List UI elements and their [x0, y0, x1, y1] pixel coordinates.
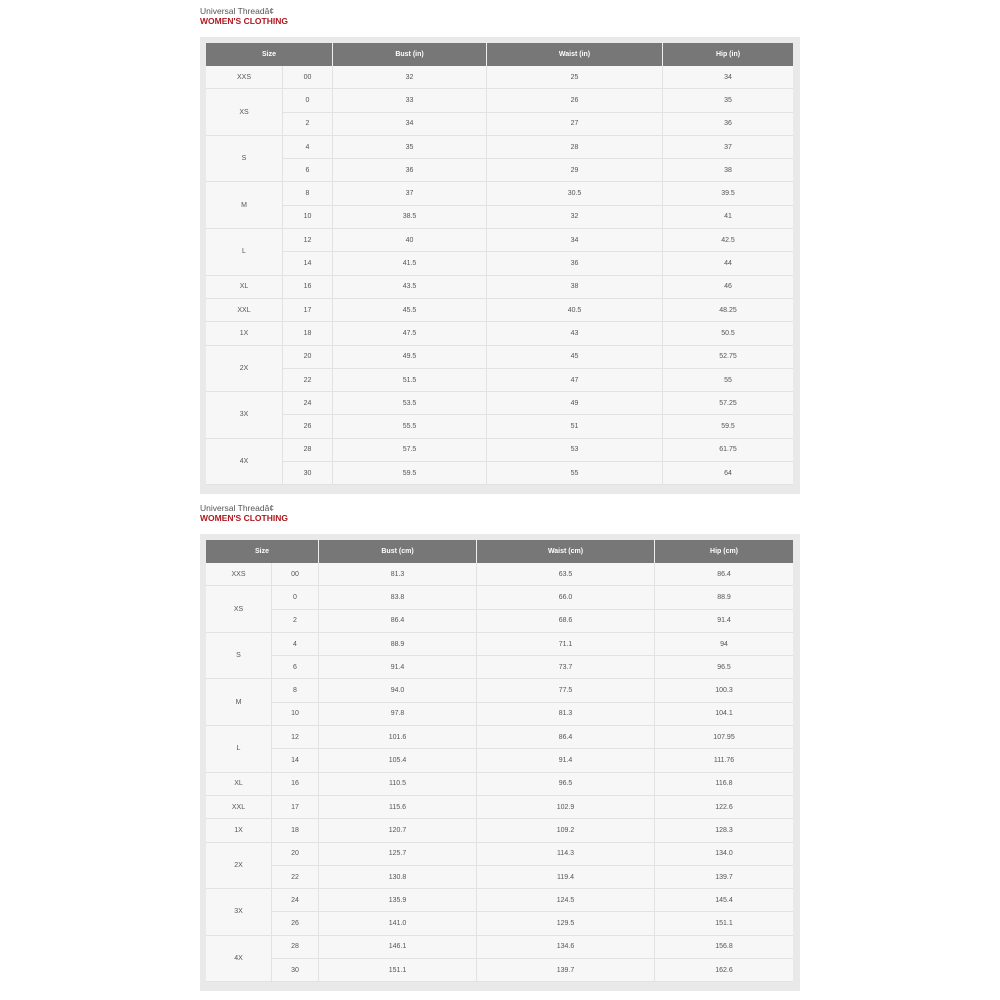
- waist-value: 124.5: [477, 889, 655, 912]
- waist-value: 55: [487, 462, 663, 485]
- table-row: [206, 936, 793, 959]
- hip-value: 50.5: [663, 322, 793, 345]
- hip-value: 122.6: [655, 796, 793, 819]
- table-row: [206, 679, 793, 702]
- bust-value: 110.5: [319, 773, 477, 796]
- hip-value: 128.3: [655, 819, 793, 842]
- bust-value: 40: [333, 229, 487, 252]
- table-row: [206, 610, 793, 633]
- bust-value: 47.5: [333, 322, 487, 345]
- table-row: [206, 959, 793, 982]
- bust-value: 105.4: [319, 749, 477, 772]
- hip-value: 42.5: [663, 229, 793, 252]
- size-label: 2X: [206, 843, 272, 890]
- table-row: [206, 206, 793, 229]
- hip-value: 151.1: [655, 912, 793, 935]
- size-label: XL: [206, 773, 272, 796]
- waist-value: 40.5: [487, 299, 663, 322]
- table-row: [206, 819, 793, 842]
- size-number: 12: [272, 726, 319, 749]
- size-label: S: [206, 136, 283, 183]
- hip-value: 38: [663, 159, 793, 182]
- size-number: 24: [272, 889, 319, 912]
- waist-value: 91.4: [477, 749, 655, 772]
- bust-value: 86.4: [319, 610, 477, 633]
- size-label: 3X: [206, 889, 272, 936]
- size-number: 18: [272, 819, 319, 842]
- size-number: 28: [272, 936, 319, 959]
- hip-value: 116.8: [655, 773, 793, 796]
- hip-value: 37: [663, 136, 793, 159]
- brand-name: Universal Threadâ¢: [200, 503, 275, 513]
- waist-value: 71.1: [477, 633, 655, 656]
- hip-value: 55: [663, 369, 793, 392]
- header-size: Size: [206, 43, 333, 66]
- bust-value: 94.0: [319, 679, 477, 702]
- waist-value: 51: [487, 415, 663, 438]
- size-label: S: [206, 633, 272, 680]
- size-number: 30: [272, 959, 319, 982]
- hip-value: 44: [663, 252, 793, 275]
- size-label: M: [206, 182, 283, 229]
- size-number: 10: [283, 206, 333, 229]
- table-row: [206, 229, 793, 252]
- size-label: XXL: [206, 796, 272, 819]
- table-row: [206, 392, 793, 415]
- table-row: [206, 113, 793, 136]
- table-row: [206, 182, 793, 205]
- hip-value: 91.4: [655, 610, 793, 633]
- hip-value: 96.5: [655, 656, 793, 679]
- hip-value: 64: [663, 462, 793, 485]
- bust-value: 88.9: [319, 633, 477, 656]
- size-number: 0: [272, 586, 319, 609]
- table-row: [206, 633, 793, 656]
- size-label: 1X: [206, 322, 283, 345]
- size-number: 10: [272, 703, 319, 726]
- hip-value: 61.75: [663, 439, 793, 462]
- waist-value: 25: [487, 66, 663, 89]
- table-row: [206, 299, 793, 322]
- size-number: 28: [283, 439, 333, 462]
- size-table: [206, 540, 793, 982]
- waist-value: 26: [487, 89, 663, 112]
- bust-value: 35: [333, 136, 487, 159]
- hip-value: 100.3: [655, 679, 793, 702]
- bust-value: 51.5: [333, 369, 487, 392]
- size-number: 12: [283, 229, 333, 252]
- size-number: 22: [283, 369, 333, 392]
- hip-value: 48.25: [663, 299, 793, 322]
- waist-value: 96.5: [477, 773, 655, 796]
- bust-value: 33: [333, 89, 487, 112]
- bust-value: 41.5: [333, 252, 487, 275]
- table-row: [206, 89, 793, 112]
- waist-value: 27: [487, 113, 663, 136]
- size-label: XS: [206, 586, 272, 633]
- size-label: XL: [206, 276, 283, 299]
- size-label: XXS: [206, 66, 283, 89]
- waist-value: 81.3: [477, 703, 655, 726]
- waist-value: 129.5: [477, 912, 655, 935]
- hip-value: 39.5: [663, 182, 793, 205]
- header-bust: Bust (in): [333, 43, 487, 66]
- bust-value: 59.5: [333, 462, 487, 485]
- waist-value: 43: [487, 322, 663, 345]
- waist-value: 45: [487, 346, 663, 369]
- hip-value: 36: [663, 113, 793, 136]
- chart-title: WOMEN'S CLOTHING: [200, 16, 288, 26]
- size-number: 2: [283, 113, 333, 136]
- size-number: 14: [283, 252, 333, 275]
- hip-value: 52.75: [663, 346, 793, 369]
- size-number: 26: [283, 415, 333, 438]
- header-waist: Waist (cm): [477, 540, 655, 563]
- size-number: 30: [283, 462, 333, 485]
- bust-value: 49.5: [333, 346, 487, 369]
- table-row: [206, 415, 793, 438]
- waist-value: 134.6: [477, 936, 655, 959]
- table-row: [206, 66, 793, 89]
- bust-value: 101.6: [319, 726, 477, 749]
- table-row: [206, 276, 793, 299]
- bust-value: 43.5: [333, 276, 487, 299]
- bust-value: 120.7: [319, 819, 477, 842]
- waist-value: 77.5: [477, 679, 655, 702]
- bust-value: 55.5: [333, 415, 487, 438]
- size-number: 16: [283, 276, 333, 299]
- bust-value: 53.5: [333, 392, 487, 415]
- waist-value: 28: [487, 136, 663, 159]
- hip-value: 134.0: [655, 843, 793, 866]
- table-row: [206, 159, 793, 182]
- hip-value: 139.7: [655, 866, 793, 889]
- size-number: 26: [272, 912, 319, 935]
- table-row: [206, 726, 793, 749]
- waist-value: 73.7: [477, 656, 655, 679]
- hip-value: 59.5: [663, 415, 793, 438]
- bust-value: 130.8: [319, 866, 477, 889]
- size-label: XXS: [206, 563, 272, 586]
- hip-value: 46: [663, 276, 793, 299]
- hip-value: 107.95: [655, 726, 793, 749]
- size-number: 8: [283, 182, 333, 205]
- table-row: [206, 136, 793, 159]
- bust-value: 45.5: [333, 299, 487, 322]
- size-number: 6: [283, 159, 333, 182]
- hip-value: 57.25: [663, 392, 793, 415]
- header-hip: Hip (in): [663, 43, 793, 66]
- bust-value: 135.9: [319, 889, 477, 912]
- size-number: 24: [283, 392, 333, 415]
- waist-value: 68.6: [477, 610, 655, 633]
- size-label: 3X: [206, 392, 283, 439]
- bust-value: 36: [333, 159, 487, 182]
- bust-value: 115.6: [319, 796, 477, 819]
- header-hip: Hip (cm): [655, 540, 793, 563]
- table-row: [206, 912, 793, 935]
- bust-value: 37: [333, 182, 487, 205]
- hip-value: 34: [663, 66, 793, 89]
- size-number: 4: [272, 633, 319, 656]
- bust-value: 83.8: [319, 586, 477, 609]
- table-row: [206, 796, 793, 819]
- bust-value: 81.3: [319, 563, 477, 586]
- waist-value: 29: [487, 159, 663, 182]
- table-row: [206, 889, 793, 912]
- header-bust: Bust (cm): [319, 540, 477, 563]
- table-row: [206, 346, 793, 369]
- hip-value: 41: [663, 206, 793, 229]
- size-number: 6: [272, 656, 319, 679]
- table-row: [206, 322, 793, 345]
- size-label: 4X: [206, 936, 272, 983]
- bust-value: 32: [333, 66, 487, 89]
- waist-value: 36: [487, 252, 663, 275]
- table-row: [206, 703, 793, 726]
- size-label: L: [206, 229, 283, 276]
- table-panel: [200, 37, 800, 494]
- hip-value: 145.4: [655, 889, 793, 912]
- hip-value: 104.1: [655, 703, 793, 726]
- hip-value: 162.6: [655, 959, 793, 982]
- size-number: 8: [272, 679, 319, 702]
- size-label: XS: [206, 89, 283, 136]
- waist-value: 102.9: [477, 796, 655, 819]
- bust-value: 151.1: [319, 959, 477, 982]
- waist-value: 63.5: [477, 563, 655, 586]
- hip-value: 35: [663, 89, 793, 112]
- waist-value: 114.3: [477, 843, 655, 866]
- size-number: 14: [272, 749, 319, 772]
- table-row: [206, 369, 793, 392]
- size-number: 22: [272, 866, 319, 889]
- size-number: 17: [283, 299, 333, 322]
- waist-value: 32: [487, 206, 663, 229]
- size-number: 18: [283, 322, 333, 345]
- size-label: 1X: [206, 819, 272, 842]
- size-number: 4: [283, 136, 333, 159]
- bust-value: 91.4: [319, 656, 477, 679]
- waist-value: 34: [487, 229, 663, 252]
- bust-value: 125.7: [319, 843, 477, 866]
- size-number: 20: [283, 346, 333, 369]
- table-row: [206, 773, 793, 796]
- hip-value: 111.76: [655, 749, 793, 772]
- bust-value: 38.5: [333, 206, 487, 229]
- table-row: [206, 252, 793, 275]
- size-label: 2X: [206, 346, 283, 393]
- table-row: [206, 843, 793, 866]
- waist-value: 109.2: [477, 819, 655, 842]
- size-number: 00: [272, 563, 319, 586]
- bust-value: 146.1: [319, 936, 477, 959]
- table-row: [206, 656, 793, 679]
- chart-title: WOMEN'S CLOTHING: [200, 513, 288, 523]
- hip-value: 94: [655, 633, 793, 656]
- waist-value: 119.4: [477, 866, 655, 889]
- table-row: [206, 586, 793, 609]
- bust-value: 57.5: [333, 439, 487, 462]
- size-label: 4X: [206, 439, 283, 486]
- size-table: [206, 43, 793, 485]
- size-number: 16: [272, 773, 319, 796]
- waist-value: 53: [487, 439, 663, 462]
- waist-value: 49: [487, 392, 663, 415]
- size-number: 2: [272, 610, 319, 633]
- size-number: 17: [272, 796, 319, 819]
- waist-value: 66.0: [477, 586, 655, 609]
- hip-value: 88.9: [655, 586, 793, 609]
- table-row: [206, 462, 793, 485]
- size-chart-inches: [200, 6, 800, 494]
- size-chart-centimeters: [200, 503, 800, 991]
- hip-value: 156.8: [655, 936, 793, 959]
- waist-value: 47: [487, 369, 663, 392]
- waist-value: 139.7: [477, 959, 655, 982]
- waist-value: 30.5: [487, 182, 663, 205]
- waist-value: 38: [487, 276, 663, 299]
- bust-value: 141.0: [319, 912, 477, 935]
- table-row: [206, 749, 793, 772]
- hip-value: 86.4: [655, 563, 793, 586]
- table-panel: [200, 534, 800, 991]
- size-number: 0: [283, 89, 333, 112]
- size-label: XXL: [206, 299, 283, 322]
- table-row: [206, 439, 793, 462]
- header-waist: Waist (in): [487, 43, 663, 66]
- bust-value: 97.8: [319, 703, 477, 726]
- brand-name: Universal Threadâ¢: [200, 6, 275, 16]
- size-number: 20: [272, 843, 319, 866]
- waist-value: 86.4: [477, 726, 655, 749]
- size-number: 00: [283, 66, 333, 89]
- bust-value: 34: [333, 113, 487, 136]
- header-size: Size: [206, 540, 319, 563]
- size-label: M: [206, 679, 272, 726]
- table-row: [206, 563, 793, 586]
- table-row: [206, 866, 793, 889]
- size-label: L: [206, 726, 272, 773]
